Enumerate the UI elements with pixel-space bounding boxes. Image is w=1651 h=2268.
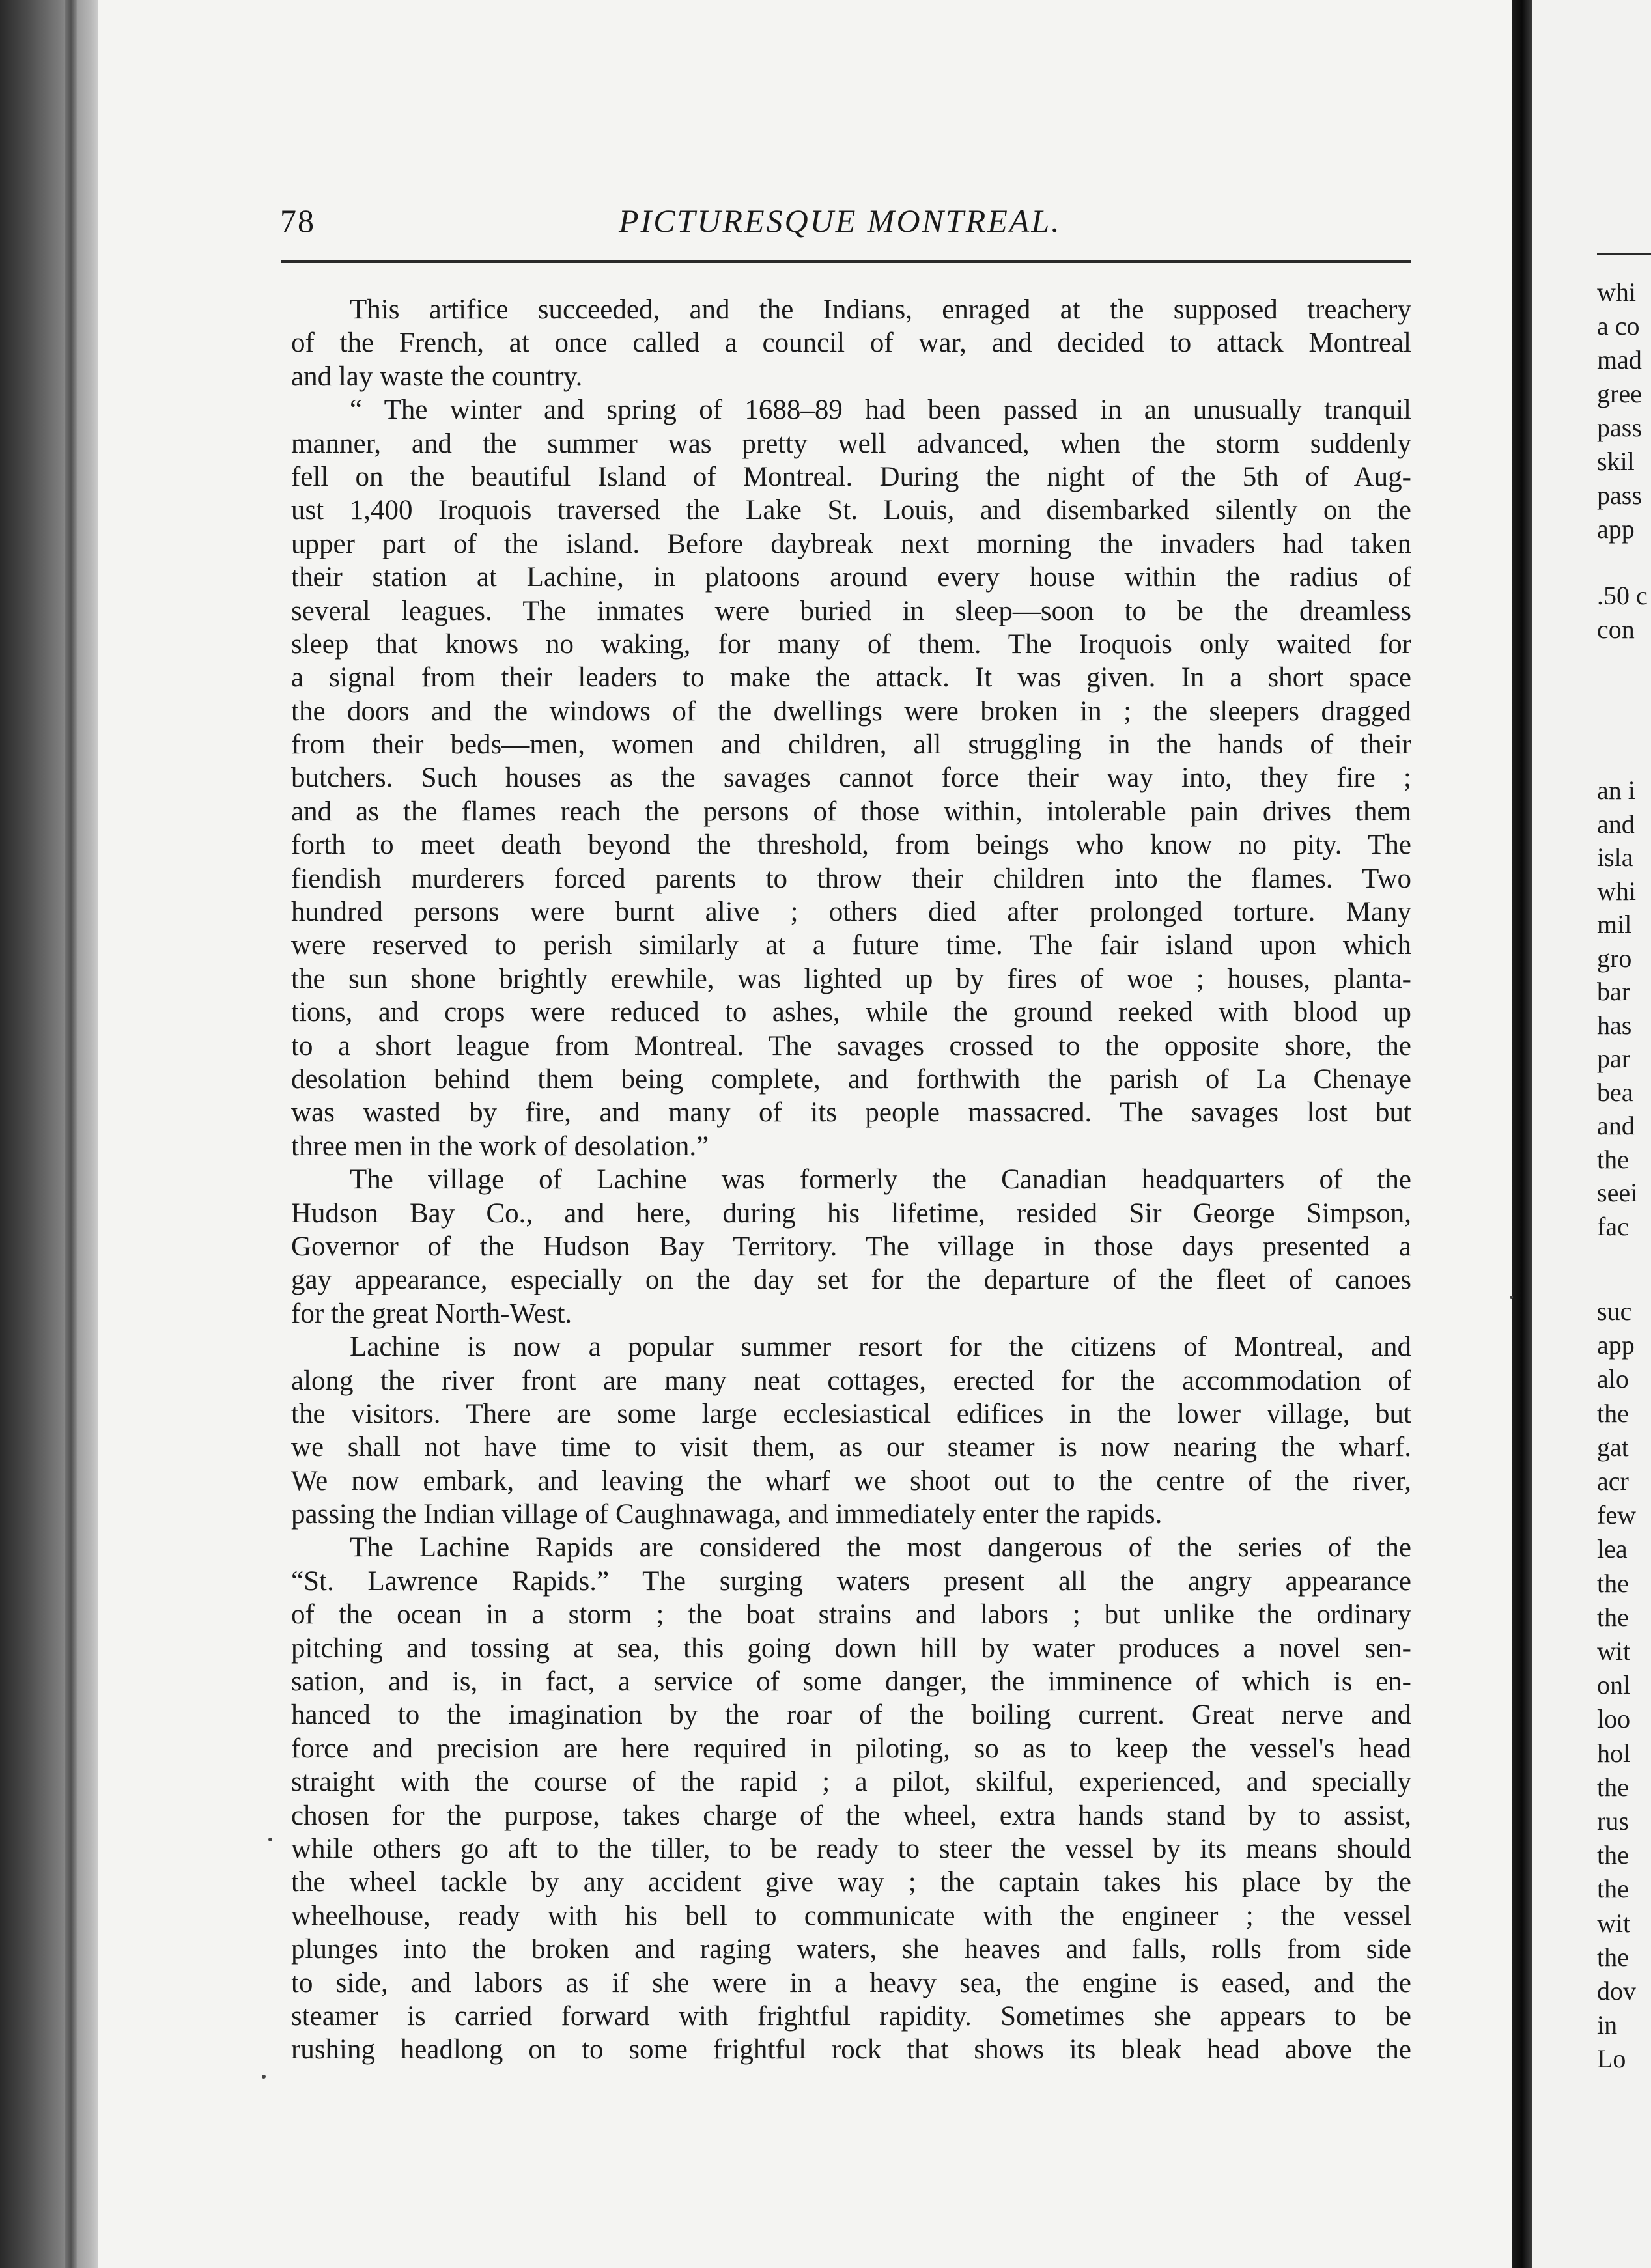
next-page-fragment: lea [1597,1534,1628,1564]
next-page-fragment: hol [1597,1738,1631,1768]
text-line: desolation behind them being complete, and forthwith the parish of La Chenaye [291,1063,1411,1095]
next-page-fragment: dov [1597,1976,1636,2006]
running-title: PICTURESQUE MONTREAL. [619,203,1062,239]
next-page-fragment: and [1597,809,1635,839]
text-line: we shall not have time to visit them, as our steamer is now nearing the wharf. [291,1432,1411,1463]
next-page-fragment: bea [1597,1077,1633,1107]
text-line: fell on the beautiful Island of Montreal. During the night of the 5th of Aug- [291,461,1411,492]
next-page-fragment: the [1597,1942,1629,1972]
next-page-fragment: the [1597,1602,1629,1632]
text-line: force and precision are here required in piloting, so as to keep the vessel's head [291,1733,1411,1764]
next-page-fragment: acr [1597,1466,1629,1496]
next-page-fragment: con [1597,615,1635,644]
next-page-fragment: the [1597,1874,1629,1904]
text-line: tions, and crops were reduced to ashes, while the ground reeked with blood up [291,997,1411,1028]
text-line: three men in the work of desolation.” [291,1130,709,1162]
ink-speck [262,2075,266,2079]
text-line: This artifice succeeded, and the Indians, enraged at the supposed treachery [350,294,1411,325]
text-line: wheelhouse, ready with his bell to communicate with the engineer ; the vessel [291,1900,1411,1931]
page-number: 78 [280,203,315,239]
text-line: pitching and tossing at sea, this going down hill by water produces a novel sen- [291,1632,1411,1664]
next-page-fragment: gro [1597,943,1632,973]
next-page-fragment: pass [1597,413,1642,442]
text-line: The Lachine Rapids are considered the most dangerous of the series of the [350,1532,1411,1563]
next-page-fragment: par [1597,1044,1631,1073]
next-page-fragment: the [1597,1772,1629,1802]
next-page-fragment: wit [1597,1636,1631,1666]
text-line: manner, and the summer was pretty well advanced, when the storm suddenly [291,428,1411,459]
next-page-fragment: the [1597,1398,1629,1428]
text-line: the wheel tackle by any accident give way ; the captain takes his place by the [291,1867,1411,1898]
next-page-fragment: app [1597,514,1635,544]
page-gutter [1512,0,1532,2268]
text-line: and lay waste the country. [291,361,583,392]
text-line: sation, and is, in fact, a service of some danger, the imminence of which is en- [291,1666,1411,1698]
text-line: the sun shone brightly erewhile, was lighted up by fires of woe ; houses, planta- [291,963,1411,994]
text-line: sleep that knows no waking, for many of them. The Iroquois only waited for [291,628,1411,660]
text-line: ust 1,400 Iroquois traversed the Lake St. Louis, and disembarked silently on the [291,495,1411,526]
text-line: “St. Lawrence Rapids.” The surging waters present all the angry appearance [291,1565,1411,1597]
next-page-fragment: bar [1597,977,1631,1006]
text-line: hundred persons were burnt alive ; others died after prolonged torture. Many [291,897,1411,928]
next-page-fragment: whi [1597,876,1636,906]
next-page-fragment: the [1597,1840,1629,1870]
text-line: to side, and labors as if she were in a heavy sea, the engine is eased, and the [291,1967,1411,1998]
next-page-fragment: the [1597,1568,1629,1598]
next-page-fragment: onl [1597,1670,1631,1700]
next-page-fragment: loo [1597,1704,1631,1734]
text-line: the visitors. There are some large ecclesiastical edifices in the lower village, but [291,1398,1411,1429]
text-line: along the river front are many neat cottages, erected for the accommodation of [291,1365,1411,1396]
text-line: upper part of the island. Before daybreak next morning the invaders had taken [291,528,1411,559]
text-line: The village of Lachine was formerly the Canadian headquarters of the [350,1164,1411,1196]
text-line: butchers. Such houses as the savages cannot force their way into, they fire ; [291,763,1411,794]
next-page-fragment: gat [1597,1432,1629,1462]
next-page-fragment: gree [1597,379,1642,408]
next-page-fragment: .50 c [1597,581,1648,610]
next-page-fragment: mil [1597,910,1632,939]
text-line: forth to meet death beyond the threshold, from beings who know no pity. The [291,830,1411,861]
text-line: their station at Lachine, in platoons around every house within the radius of [291,562,1411,593]
text-line: plunges into the broken and raging waters, she heaves and falls, rolls from side [291,1934,1411,1965]
text-line: the doors and the windows of the dwellings were broken in ; the sleepers dragged [291,695,1411,727]
text-line: several leagues. The inmates were buried in sleep—soon to be the dreamless [291,595,1411,626]
text-line: for the great North-West. [291,1298,572,1329]
text-line: steamer is carried forward with frightful rapidity. Sometimes she appears to be [291,2000,1411,2032]
body-text [291,293,1411,2067]
text-line: We now embark, and leaving the wharf we shoot out to the centre of the river, [291,1465,1411,1496]
next-page-rule [1597,253,1651,255]
text-line: was wasted by fire, and many of its people massacred. The savages lost but [291,1097,1411,1128]
text-line: and as the flames reach the persons of those within, intolerable pain drives them [291,796,1411,827]
next-page-fragment: mad [1597,345,1642,374]
next-page-fragment: fac [1597,1211,1629,1241]
next-page-fragment: and [1597,1111,1635,1140]
text-line: from their beds—men, women and children, all struggling in the hands of their [291,729,1411,761]
binding-shadow [0,0,107,2268]
next-page-fragment: Lo [1597,2044,1626,2074]
text-line: Governor of the Hudson Bay Territory. The village in those days presented a [291,1231,1411,1262]
text-line: while others go aft to the tiller, to be ready to steer the vessel by its means should [291,1833,1411,1864]
ink-speck [268,1838,272,1841]
text-line: Hudson Bay Co., and here, during his lifetime, resided Sir George Simpson, [291,1197,1411,1229]
text-line: rushing headlong on to some frightful rock that shows its bleak head above the [291,2034,1411,2065]
next-page-fragment: in [1597,2010,1618,2040]
text-line: gay appearance, especially on the day set for the departure of the fleet of canoes [291,1265,1411,1296]
text-line: fiendish murderers forced parents to throw their children into the flames. Two [291,863,1411,894]
next-page-fragment: pass [1597,481,1642,510]
next-page-fragment: isla [1597,843,1633,872]
text-line: of the ocean in a storm ; the boat strains and labors ; but unlike the ordinary [291,1599,1411,1631]
text-line: Lachine is now a popular summer resort for the citizens of Montreal, and [350,1332,1411,1363]
text-line: a signal from their leaders to make the attack. It was given. In a short space [291,662,1411,693]
next-page-fragment: an i [1597,776,1635,805]
next-page-fragment: rus [1597,1806,1629,1836]
page-header [280,202,1413,254]
next-page-fragment: few [1597,1500,1636,1530]
next-page-fragment: seei [1597,1178,1638,1207]
next-page-fragment: app [1597,1330,1635,1360]
next-page-fragment: the [1597,1144,1629,1174]
next-page-fragment: has [1597,1010,1632,1040]
next-page-fragment: skil [1597,447,1635,476]
text-line: were reserved to perish similarly at a future time. The fair island upon which [291,930,1411,961]
text-line: to a short league from Montreal. The savages crossed to the opposite shore, the [291,1030,1411,1061]
text-line: chosen for the purpose, takes charge of the wheel, extra hands stand by to assist, [291,1800,1411,1831]
next-page-fragment: whi [1597,277,1636,307]
ink-speck [1510,1296,1513,1299]
binding-streak [65,0,77,2268]
header-rule [281,260,1411,263]
text-line: of the French, at once called a council of war, and decided to attack Montreal [291,328,1411,359]
next-page-fragment: a co [1597,311,1640,341]
next-page-fragment: wit [1597,1908,1631,1938]
text-line: “ The winter and spring of 1688–89 had been passed in an unusually tranquil [350,395,1411,426]
next-page-fragment: suc [1597,1296,1632,1326]
text-line: hanced to the imagination by the roar of the boiling current. Great nerve and [291,1700,1411,1731]
text-line: passing the Indian village of Caughnawaga, and immediately enter the rapids. [291,1499,1163,1530]
text-line: straight with the course of the rapid ; a pilot, skilful, experienced, and specially [291,1767,1411,1798]
next-page-fragment: alo [1597,1364,1629,1394]
